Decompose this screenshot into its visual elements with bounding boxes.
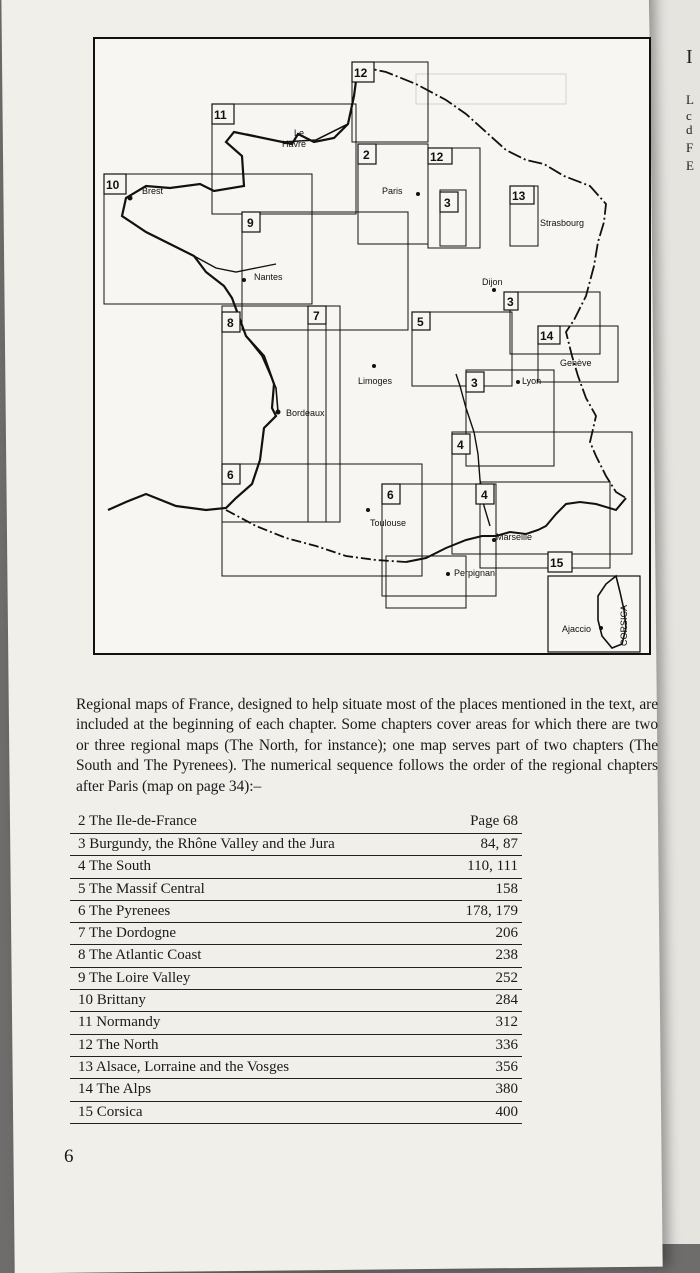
toc-row-page: 238: [495, 947, 518, 964]
toc-row: [70, 945, 522, 967]
toc-row: [70, 879, 522, 901]
city-label-limoges: Limoges: [358, 376, 393, 386]
region-number: 11: [214, 108, 227, 122]
region-number: 4: [481, 488, 488, 502]
region-number: 3: [471, 376, 478, 390]
region-number: 13: [512, 189, 526, 203]
city-label-dijon: Dijon: [482, 277, 503, 287]
toc-row: [70, 923, 522, 945]
region-number: 12: [430, 150, 444, 164]
toc-row: [70, 990, 522, 1012]
city-label-geneve: Genève: [560, 358, 592, 368]
toc-row-page: 110, 111: [467, 858, 518, 875]
toc-row-title: 10 Brittany: [78, 992, 146, 1009]
toc-row-page: 284: [495, 992, 518, 1009]
region-number: 12: [354, 66, 368, 80]
toc-row-page: 312: [495, 1014, 518, 1031]
city-label-havre: Havre: [282, 139, 307, 149]
toc-row-title: 7 The Dordogne: [78, 925, 177, 942]
city-label-marseille: Marseille: [496, 532, 533, 542]
toc-row-title: 15 Corsica: [78, 1103, 143, 1120]
toc-row-title: 4 The South: [78, 858, 152, 875]
toc-header-page: Page 68: [470, 813, 518, 829]
region-number: 8: [227, 316, 234, 330]
toc-row: [70, 968, 522, 990]
toc-row: [70, 1102, 522, 1124]
city-label-perpignan: Perpignan: [454, 568, 496, 578]
toc-row-title: 13 Alsace, Lorraine and the Vosges: [78, 1058, 290, 1075]
chapter-map-index: [70, 813, 522, 1124]
toc-row-page: 400: [495, 1103, 518, 1120]
city-label-paris: Paris: [382, 186, 403, 196]
region-number: 5: [417, 315, 424, 329]
region-number: 7: [313, 309, 320, 323]
region-number: 14: [540, 329, 554, 343]
city-label-lyon: Lyon: [522, 376, 542, 386]
toc-row-page: 158: [495, 880, 518, 897]
page-number: 6: [64, 1146, 74, 1167]
next-page-letter: d: [686, 122, 693, 137]
regional-map: [86, 36, 656, 658]
toc-row-page: 380: [495, 1081, 518, 1098]
toc-row: [70, 856, 522, 878]
city-label-le: Le: [294, 128, 305, 138]
toc-row: [70, 834, 522, 856]
region-number: 3: [444, 196, 451, 210]
city-label-brest: Brest: [142, 186, 164, 196]
city-label-bordeaux: Bordeaux: [286, 408, 325, 418]
region-number: 6: [227, 468, 234, 482]
city-label-strasbourg: Strasbourg: [540, 218, 585, 228]
toc-row-page: 84, 87: [480, 836, 518, 852]
city-label-toulouse: Toulouse: [370, 518, 407, 528]
france-map-svg: [86, 36, 656, 658]
toc-row-title: 14 The Alps: [78, 1081, 152, 1098]
toc-row-title: 3 Burgundy, the Rhône Valley and the Jura: [78, 836, 335, 852]
island-label-corsica: CORSICA: [619, 604, 629, 646]
region-number: 9: [247, 216, 254, 230]
toc-row-page: 356: [495, 1058, 518, 1075]
toc-row-title: 6 The Pyrenees: [78, 902, 171, 919]
region-number: 10: [106, 178, 120, 192]
toc-row-page: 336: [495, 1036, 518, 1053]
toc-row: [70, 1057, 522, 1079]
next-page-letter: F: [686, 140, 694, 155]
toc-row-title: 5 The Massif Central: [78, 880, 205, 897]
toc-row-title: 8 The Atlantic Coast: [78, 947, 202, 964]
region-number: 2: [363, 148, 370, 162]
toc-row: [70, 1079, 522, 1101]
toc-row-title: 11 Normandy: [78, 1014, 161, 1031]
toc-row: [70, 1035, 522, 1057]
toc-row-page: 178, 179: [465, 902, 518, 919]
toc-row-title: 2 The Ile-de-France: [78, 813, 197, 829]
region-number: 15: [550, 556, 564, 570]
city-label-ajaccio: Ajaccio: [562, 624, 592, 634]
toc-row-page: 206: [495, 925, 518, 942]
toc-row: [70, 901, 522, 923]
region-number: 6: [387, 488, 394, 502]
toc-row-title: 9 The Loire Valley: [78, 969, 191, 986]
next-page-letter: L: [686, 92, 694, 107]
toc-header-row: [70, 813, 522, 831]
city-label-nantes: Nantes: [254, 272, 283, 282]
toc-row-title: 12 The North: [78, 1036, 159, 1053]
next-page-letter: E: [686, 158, 694, 173]
region-number: 4: [457, 438, 464, 452]
toc-row: [70, 1012, 522, 1034]
next-page-letter: I: [686, 46, 693, 68]
region-number: 3: [507, 295, 514, 309]
map-caption: Regional maps of France, designed to help situate most of the places mentioned in the text, are included at the beginning of each chapter. Some chapters cover areas for which there are two or three regional maps (The North, for instance); one map serves part of two chapters (The South and The Pyrenees). The numerical sequence follows the order of the regional chapters after Paris (map on page 34):–: [76, 695, 658, 795]
toc-row-page: 252: [495, 969, 518, 986]
next-page-letter: c: [686, 108, 692, 123]
